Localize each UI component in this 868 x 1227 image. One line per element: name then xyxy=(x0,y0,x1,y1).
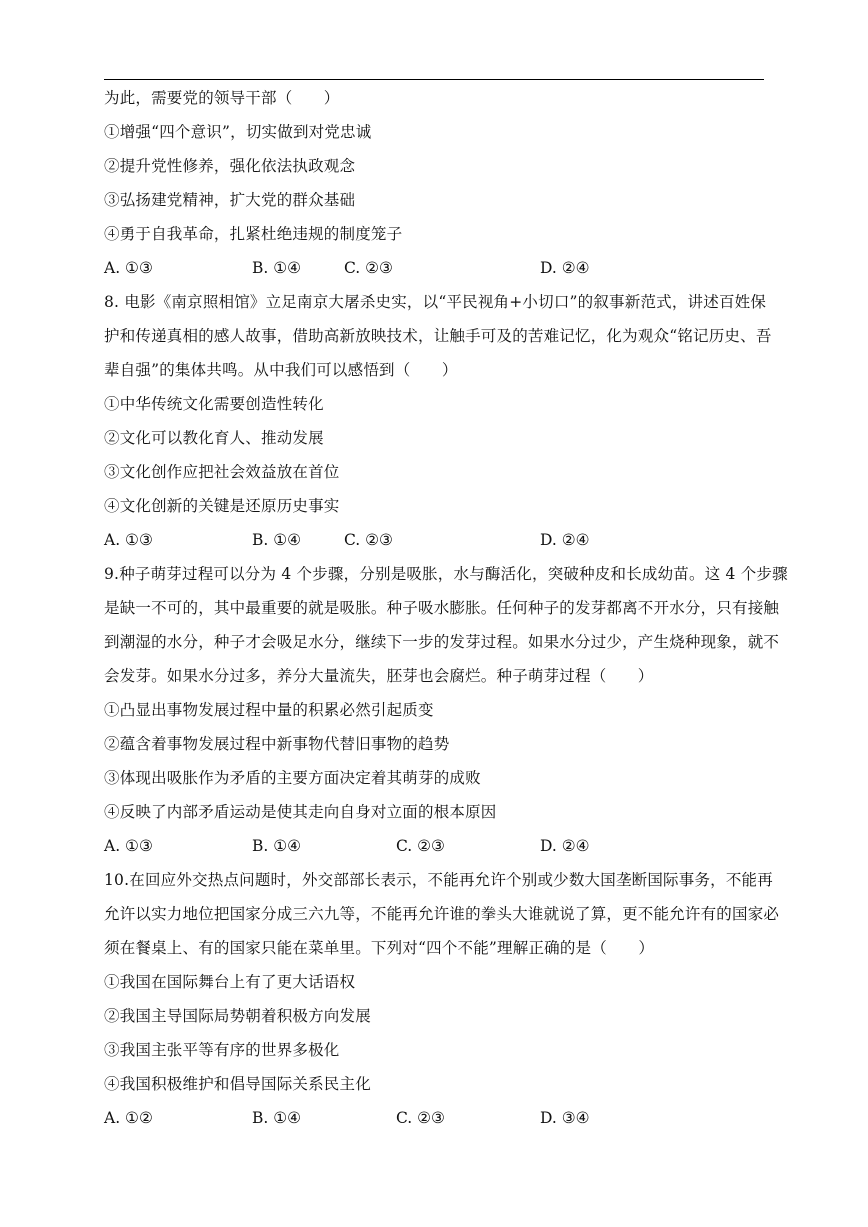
q8-option-d[interactable]: D. ②④ xyxy=(540,531,590,549)
q10-option-a[interactable]: A. ①② xyxy=(104,1109,153,1127)
header-rule xyxy=(104,79,764,80)
q9-item-3: ③体现出吸胀作为矛盾的主要方面决定着其萌芽的成败 xyxy=(104,769,481,787)
q8-item-3: ③文化创作应把社会效益放在首位 xyxy=(104,463,340,481)
q9-stem-line-1: 9.种子萌芽过程可以分为 4 个步骤，分别是吸胀，水与酶活化，突破种皮和长成幼苗。这 4 个步骤 xyxy=(104,565,788,583)
q9-option-d[interactable]: D. ②④ xyxy=(540,837,590,855)
q10-option-d[interactable]: D. ③④ xyxy=(540,1109,590,1127)
q9-item-1: ①凸显出事物发展过程中量的积累必然引起质变 xyxy=(104,701,434,719)
q9-stem-line-4: 会发芽。如果水分过多，养分大量流失，胚芽也会腐烂。种子萌芽过程（ ） xyxy=(104,667,654,685)
q10-option-b[interactable]: B. ①④ xyxy=(252,1109,302,1127)
q8-stem-line-3: 辈自强”的集体共鸣。从中我们可以感悟到（ ） xyxy=(104,361,458,379)
q10-option-c[interactable]: C. ②③ xyxy=(396,1109,445,1127)
q8-stem-line-1: 8. 电影《南京照相馆》立足南京大屠杀史实，以“平民视角+小切口”的叙事新范式，讲述百姓保 xyxy=(104,293,767,311)
q7-stem: 为此，需要党的领导干部（ ） xyxy=(104,89,340,107)
q9-options xyxy=(104,836,764,856)
q7-option-a[interactable]: A. ①③ xyxy=(104,259,153,277)
q9-option-c[interactable]: C. ②③ xyxy=(396,837,445,855)
q7-options xyxy=(104,258,764,278)
q8-item-2: ②文化可以教化育人、推动发展 xyxy=(104,429,324,447)
q7-item-4: ④勇于自我革命，扎紧杜绝违规的制度笼子 xyxy=(104,225,403,243)
q8-item-1: ①中华传统文化需要创造性转化 xyxy=(104,395,324,413)
q10-options xyxy=(104,1108,764,1128)
q7-option-d[interactable]: D. ②④ xyxy=(540,259,590,277)
q7-item-2: ②提升党性修养，强化依法执政观念 xyxy=(104,157,356,175)
q10-item-4: ④我国积极维护和倡导国际关系民主化 xyxy=(104,1075,371,1093)
q7-option-c[interactable]: C. ②③ xyxy=(344,259,393,277)
q8-options xyxy=(104,530,764,550)
q9-stem-line-3: 到潮湿的水分，种子才会吸足水分，继续下一步的发芽过程。如果水分过少，产生烧种现象，就不 xyxy=(104,633,780,651)
q10-item-1: ①我国在国际舞台上有了更大话语权 xyxy=(104,973,356,991)
q10-item-3: ③我国主张平等有序的世界多极化 xyxy=(104,1041,340,1059)
q9-stem-line-2: 是缺一不可的，其中最重要的就是吸胀。种子吸水膨胀。任何种子的发芽都离不开水分，只有接触 xyxy=(104,599,780,617)
q10-stem-line-2: 允许以实力地位把国家分成三六九等，不能再允许谁的拳头大谁就说了算，更不能允许有的国家必 xyxy=(104,905,780,923)
q8-option-b[interactable]: B. ①④ xyxy=(252,531,302,549)
q9-option-a[interactable]: A. ①③ xyxy=(104,837,153,855)
q9-item-2: ②蕴含着事物发展过程中新事物代替旧事物的趋势 xyxy=(104,735,450,753)
q7-item-3: ③弘扬建党精神，扩大党的群众基础 xyxy=(104,191,356,209)
q9-item-4: ④反映了内部矛盾运动是使其走向自身对立面的根本原因 xyxy=(104,803,497,821)
q10-stem-line-3: 须在餐桌上、有的国家只能在菜单里。下列对“四个不能”理解正确的是（ ） xyxy=(104,939,655,957)
q8-option-c[interactable]: C. ②③ xyxy=(344,531,393,549)
q8-item-4: ④文化创新的关键是还原历史事实 xyxy=(104,497,340,515)
q10-item-2: ②我国主导国际局势朝着积极方向发展 xyxy=(104,1007,371,1025)
q8-stem-line-2: 护和传递真相的感人故事，借助高新放映技术，让触手可及的苦难记忆，化为观众“铭记历史、吾 xyxy=(104,327,772,345)
q7-option-b[interactable]: B. ①④ xyxy=(252,259,302,277)
q9-option-b[interactable]: B. ①④ xyxy=(252,837,302,855)
q8-option-a[interactable]: A. ①③ xyxy=(104,531,153,549)
q7-item-1: ①增强“四个意识”，切实做到对党忠诚 xyxy=(104,123,372,141)
q10-stem-line-1: 10.在回应外交热点问题时，外交部部长表示，不能再允许个别或少数大国垄断国际事务，不能再 xyxy=(104,871,773,889)
